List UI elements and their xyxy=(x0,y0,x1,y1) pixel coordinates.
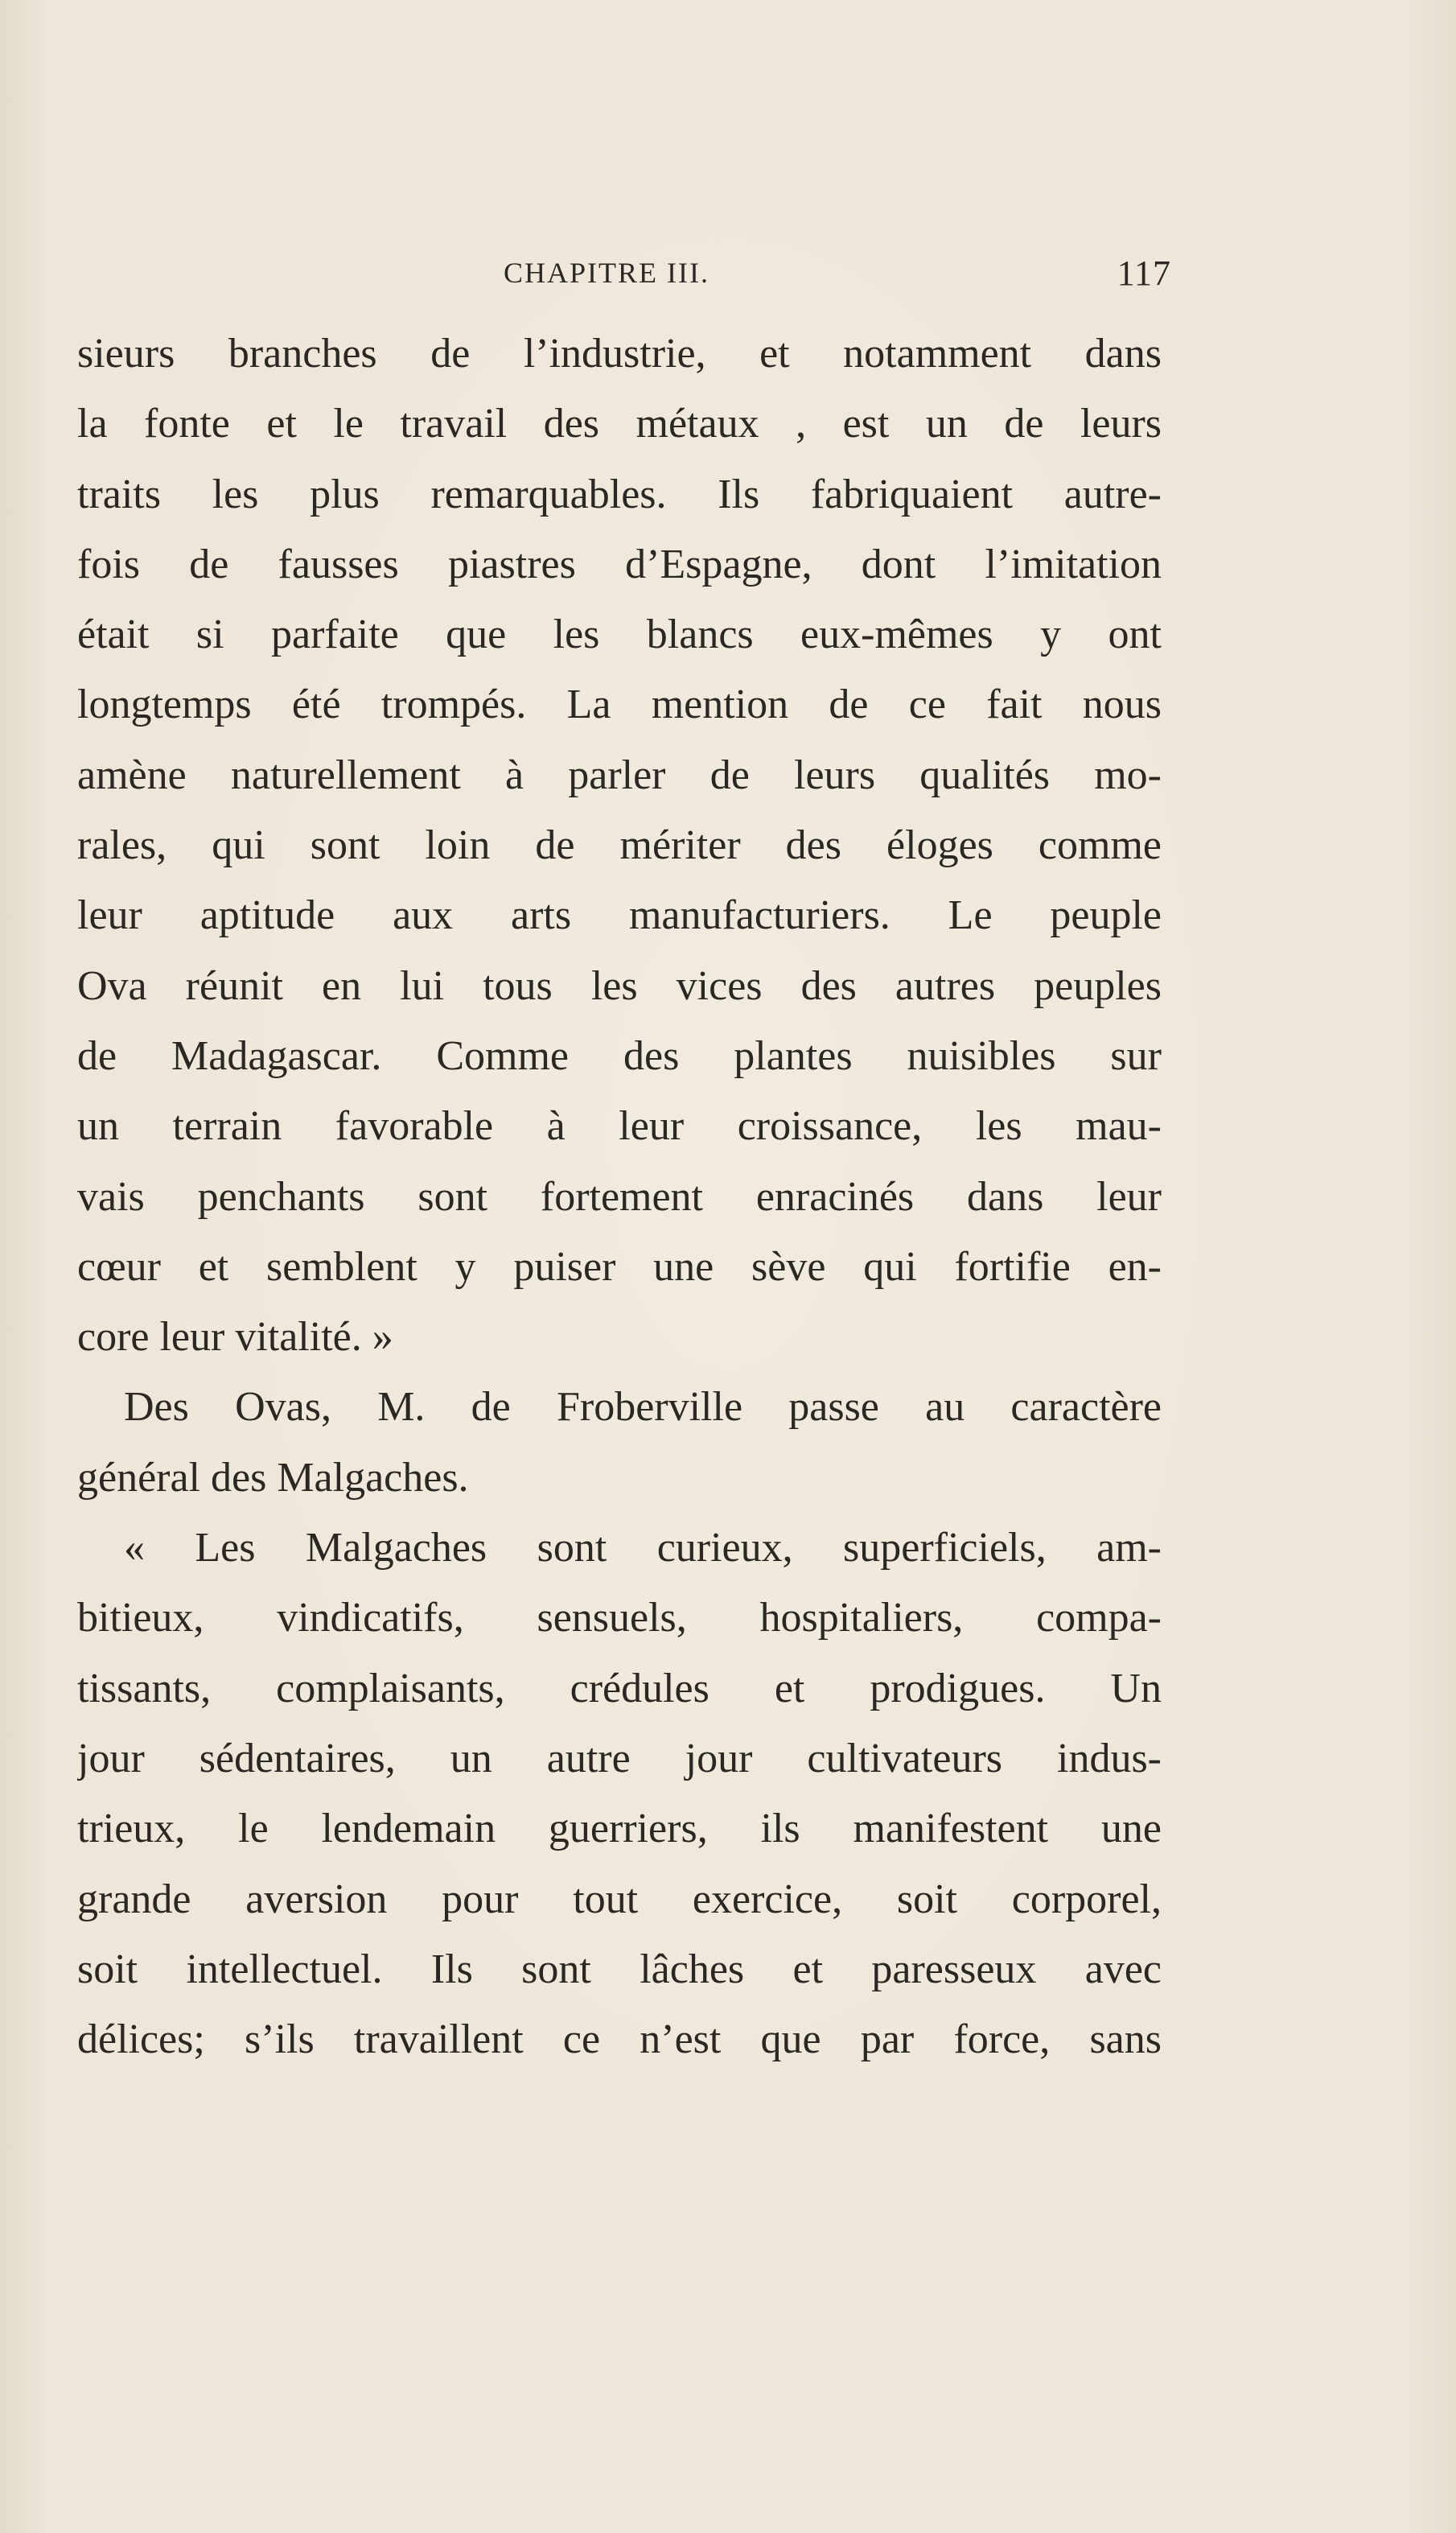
text-line: vais penchants sont fortement enracinés dans leur xyxy=(77,1173,1162,1220)
text-line: traits les plus remarquables. Ils fabriquaient autre- xyxy=(77,471,1162,517)
text-line: sieurs branches de l’industrie, et notamment dans xyxy=(77,331,1162,377)
text-line: tissants, complaisants, crédules et prodigues. Un xyxy=(77,1665,1162,1711)
text-line: core leur vitalité. » xyxy=(77,1314,393,1361)
text-line: longtemps été trompés. La mention de ce fait nous xyxy=(77,682,1162,728)
text-line: leur aptitude aux arts manufacturiers. Le peuple xyxy=(77,892,1162,939)
text-line: Ova réunit en lui tous les vices des autres peuples xyxy=(77,962,1162,1009)
chapter-heading: CHAPITRE III. xyxy=(504,257,709,289)
text-line: bitieux, vindicatifs, sensuels, hospitaliers, compa- xyxy=(77,1595,1162,1641)
text-line: soit intellectuel. Ils sont lâches et paresseux avec xyxy=(77,1946,1162,1992)
running-head xyxy=(77,253,1171,296)
text-line: la fonte et le travail des métaux , est un de leurs xyxy=(77,401,1162,447)
text-line: trieux, le lendemain guerriers, ils manifestent une xyxy=(77,1806,1162,1852)
text-line: jour sédentaires, un autre jour cultivateurs indus- xyxy=(77,1735,1162,1781)
text-line: cœur et semblent y puiser une sève qui fortifie en- xyxy=(77,1243,1162,1290)
body-text xyxy=(77,319,1162,2074)
text-line: un terrain favorable à leur croissance, les mau- xyxy=(77,1103,1162,1150)
text-line: était si parfaite que les blancs eux-mêmes y ont xyxy=(77,612,1162,658)
paragraph-first-line: Des Ovas, M. de Froberville passe au caractère xyxy=(124,1384,1162,1431)
page-number: 117 xyxy=(1117,253,1171,293)
text-line: grande aversion pour tout exercice, soit corporel, xyxy=(77,1876,1162,1922)
text-line: amène naturellement à parler de leurs qualités mo- xyxy=(77,752,1162,798)
text-line: de Madagascar. Comme des plantes nuisibles sur xyxy=(77,1032,1162,1079)
text-line: délices; s’ils travaillent ce n’est que par force, sans xyxy=(77,2016,1162,2063)
text-line: rales, qui sont loin de mériter des éloges comme xyxy=(77,822,1162,869)
paragraph-first-line: « Les Malgaches sont curieux, superficiels, am- xyxy=(124,1525,1162,1571)
text-line: fois de fausses piastres d’Espagne, dont l’imitation xyxy=(77,541,1162,587)
text-line: général des Malgaches. xyxy=(77,1454,469,1501)
